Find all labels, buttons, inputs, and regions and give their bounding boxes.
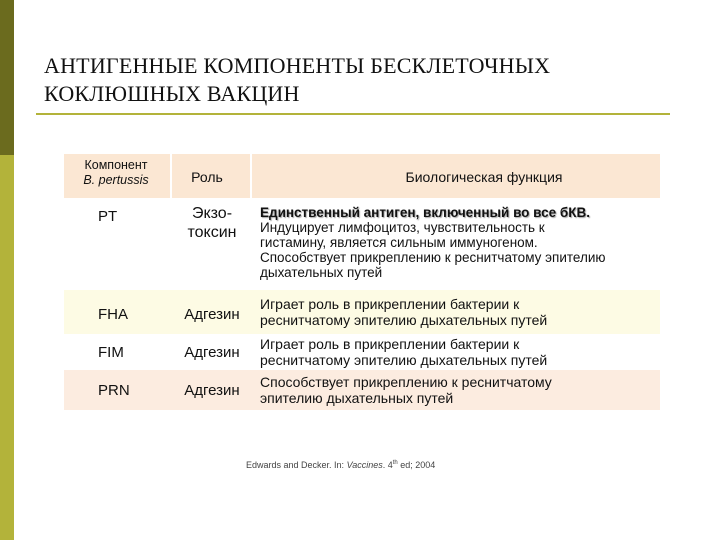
row-component: PRN	[98, 382, 130, 399]
header-role: Роль	[191, 169, 223, 185]
row-function-line: гистамину, является сильным иммуногеном.	[260, 235, 538, 250]
citation-sup: th	[392, 460, 398, 466]
citation-edition: . 4	[382, 460, 393, 470]
header-function: Биологическая функция	[405, 169, 563, 185]
row-function-line: Способствует прикреплению к реснитчатому эпителию	[260, 250, 606, 265]
citation-suffix: ed; 2004	[397, 460, 436, 470]
citation-prefix: Edwards and Decker. In:	[246, 460, 347, 470]
title-line-2: КОКЛЮШНЫХ ВАКЦИН	[44, 81, 300, 106]
row-role: Адгезин	[184, 344, 240, 361]
header-divider	[250, 154, 252, 198]
row-function-line: Играет роль в прикреплении бактерии к	[260, 296, 520, 312]
header-component	[64, 158, 168, 188]
row-role: Адгезин	[184, 306, 240, 323]
citation	[246, 460, 435, 470]
row-function-highlight: Единственный антиген, включенный во все бКВ.	[260, 205, 590, 220]
slide-title	[44, 52, 684, 108]
row-function-line: реснитчатому эпителию дыхательных путей	[260, 312, 548, 328]
sidebar-accent-top	[0, 0, 14, 155]
row-function	[260, 336, 670, 368]
row-function	[260, 205, 670, 280]
row-function-line: реснитчатому эпителию дыхательных путей	[260, 352, 548, 368]
citation-journal: Vaccines	[346, 460, 383, 470]
sidebar-accent-bottom	[0, 155, 14, 540]
row-role	[172, 204, 252, 242]
table-header	[64, 154, 660, 198]
row-role-line: токсин	[187, 224, 237, 241]
header-component-label: Компонент	[84, 158, 148, 172]
row-function-line: дыхательных путей	[260, 265, 383, 280]
title-line-1: АНТИГЕННЫЕ КОМПОНЕНТЫ БЕСКЛЕТОЧНЫХ	[44, 53, 551, 78]
row-function-line: Индуцирует лимфоцитоз, чувствительность к	[260, 220, 545, 235]
header-component-species: B. pertussis	[83, 173, 149, 187]
row-function	[260, 374, 670, 406]
title-underline	[36, 113, 670, 115]
row-role-line: Экзо-	[191, 205, 233, 222]
row-component: FIM	[98, 344, 124, 361]
row-function-line: Играет роль в прикреплении бактерии к	[260, 336, 520, 352]
row-function	[260, 296, 670, 328]
row-function-line: Способствует прикреплению к реснитчатому	[260, 374, 552, 390]
row-function-line: эпителию дыхательных путей	[260, 390, 454, 406]
row-component: PT	[98, 208, 118, 225]
row-role: Адгезин	[184, 382, 240, 399]
row-component: FHA	[98, 306, 128, 323]
